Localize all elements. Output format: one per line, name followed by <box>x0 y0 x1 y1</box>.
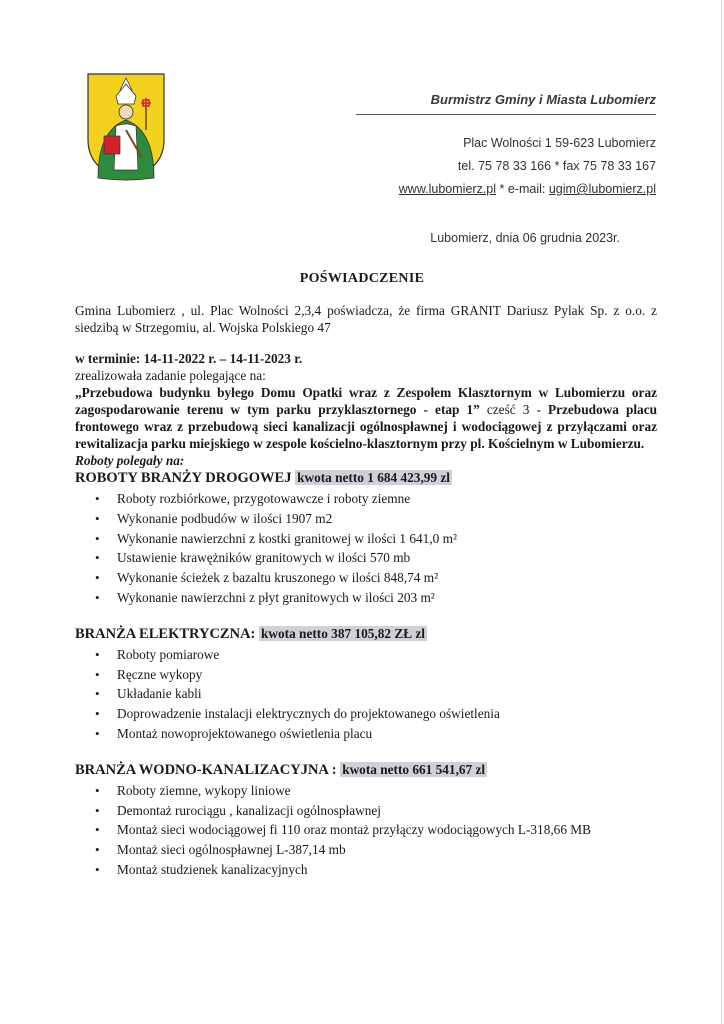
section-list <box>75 645 657 744</box>
list-item: • Wykonanie podbudów w ilości 1907 m2 <box>117 509 657 529</box>
lubomierz-coat-of-arms-icon <box>86 70 166 182</box>
letterhead-address: Plac Wolności 1 59-623 Lubomierz <box>463 136 656 150</box>
section-road-works <box>75 469 657 608</box>
section-title: BRANŻA WODNO-KANALIZACYJNA : <box>75 761 337 778</box>
intro-paragraph: Gmina Lubomierz , ul. Plac Wolności 2,3,4 poświadcza, że firma GRANIT Dariusz Pylak Sp. z o.o. z siedzibą w Strzegomiu, al. Wojska Polskiego 47 <box>75 303 657 335</box>
list-item: • Montaż sieci ogólnospławnej L-387,14 mb <box>117 840 657 860</box>
document-date: Lubomierz, dnia 06 grudnia 2023r. <box>430 231 620 245</box>
task-part-label: cześć 3 - <box>479 402 548 417</box>
website-link[interactable]: www.lubomierz.pl <box>398 182 497 196</box>
letterhead <box>356 92 656 196</box>
section-list <box>75 489 657 608</box>
section-electrical <box>75 625 657 744</box>
section-amount: kwota netto 387 105,82 ZŁ zl <box>261 625 425 641</box>
list-item: • Roboty ziemne, wykopy liniowe <box>117 781 657 801</box>
section-title: BRANŻA ELEKTRYCZNA: <box>75 625 256 642</box>
section-heading <box>75 625 657 643</box>
list-item: • Roboty rozbiórkowe, przygotowawcze i roboty ziemne <box>117 489 657 509</box>
list-item: • Montaż studzienek kanalizacyjnych <box>117 860 657 880</box>
list-item: • Ręczne wykopy <box>117 665 657 685</box>
list-item: • Wykonanie nawierzchni z kostki granitowej w ilości 1 641,0 m² <box>117 529 657 549</box>
letterhead-title: Burmistrz Gminy i Miasta Lubomierz <box>356 92 656 115</box>
list-item: • Doprowadzenie instalacji elektrycznych do projektowanego oświetlenia <box>117 704 657 724</box>
list-item: • Demontaż rurociągu , kanalizacji ogólnospławnej <box>117 801 657 821</box>
email-link[interactable]: ugim@lubomierz.pl <box>548 182 656 196</box>
letterhead-phone: tel. 75 78 33 166 * fax 75 78 33 167 <box>457 159 656 173</box>
task-title-part1: „Przebudowa budynku byłego Domu Opatki wraz z Zespołem Klasztornym w Lubomierzu oraz zagospodarowanie terenu w tym parku przyklasztornego - etap 1” <box>75 385 657 417</box>
section-list <box>75 781 657 880</box>
list-item: • Wykonanie ścieżek z bazaltu kruszonego w ilości 848,74 m² <box>117 568 657 588</box>
section-title: ROBOTY BRANŻY DROGOWEJ <box>75 470 292 486</box>
list-item: • Wykonanie nawierzchni z płyt granitowych w ilości 203 m² <box>117 588 657 608</box>
section-water-sewer <box>75 761 657 880</box>
document-body <box>75 302 657 880</box>
term-line: w terminie: 14-11-2022 r. – 14-11-2023 r. <box>75 351 303 366</box>
task-title-part2: Przebudowa placu frontowego wraz z przebudową sieci kanalizacji ogólnospławnej i wodociągowej z przyłączami oraz rewitalizacja parku miejskiego w zespole kościelno-klasztornym przy pl. Kościelnym w Lubomierzu. <box>75 402 657 451</box>
list-item: • Układanie kabli <box>117 684 657 704</box>
works-label: Roboty polegały na: <box>75 453 185 468</box>
page-edge <box>721 0 722 1024</box>
section-amount: kwota netto 661 541,67 zl <box>342 761 486 777</box>
section-heading <box>75 761 657 779</box>
task-intro: zrealizowała zadanie polegające na: <box>75 368 266 383</box>
list-item: • Ustawienie krawężników granitowych w ilości 570 mb <box>117 548 657 568</box>
list-item: • Roboty pomiarowe <box>117 645 657 665</box>
letterhead-contact <box>356 182 656 196</box>
list-item: • Montaż nowoprojektowanego oświetlenia placu <box>117 724 657 744</box>
section-heading <box>75 469 657 487</box>
task-description <box>75 384 657 452</box>
section-amount: kwota netto 1 684 423,99 zl <box>297 470 450 485</box>
list-item: • Montaż sieci wodociągowej fi 110 oraz montaż przyłączy wodociągowych L-318,66 MB <box>117 820 657 840</box>
email-separator: * e-mail: <box>496 182 549 196</box>
document-title: POŚWIADCZENIE <box>299 271 425 286</box>
